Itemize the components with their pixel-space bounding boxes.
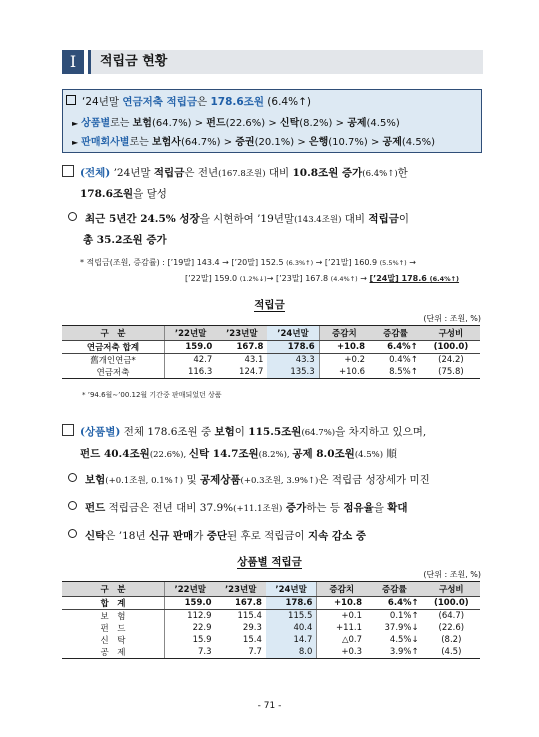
paragraph-text: (22.6%),: [149, 450, 189, 460]
paragraph-text: 은 ’18년: [105, 530, 149, 542]
arrow-bullet-icon: ►: [72, 119, 79, 128]
paragraph-text: 적립금은 전년 대비 37.9%: [105, 502, 234, 514]
sub-point-growth: [68, 211, 409, 226]
circle-bullet-icon: [68, 212, 77, 221]
table-cell: 43.1: [244, 355, 264, 365]
paragraph-text: 중단: [206, 530, 227, 542]
table-header-cell: ’23년말: [216, 326, 267, 341]
paragraph-text: 하는 등: [306, 502, 344, 514]
table-row: [62, 622, 480, 634]
summary-text: 178.6조원: [210, 96, 264, 108]
table-cell: +11.1: [317, 622, 366, 634]
sub-point-growth-line2: 총 35.2조원 증가: [83, 234, 167, 246]
arrow-bullet-icon: ►: [72, 138, 79, 147]
table-cell: (64.7): [438, 611, 465, 621]
paragraph-text: 된 후로 적립금이: [226, 530, 308, 542]
table-cell: 15.4: [242, 635, 262, 645]
paragraph-text: 을 달성: [133, 188, 167, 200]
circle-bullet-icon: [68, 501, 77, 510]
summary-text: (20.1%) >: [254, 137, 309, 148]
summary-text: 보험: [132, 118, 152, 129]
paragraph-text: 順: [383, 448, 397, 460]
table-cell: 공 제: [62, 646, 165, 659]
paragraph-text: 지속 감소 중: [308, 530, 367, 542]
table-cell: 보 험: [100, 612, 126, 622]
summary-text: (4.5%): [401, 137, 436, 148]
paragraph-by-product: [62, 424, 426, 439]
summary-text: ‘24년말: [82, 96, 123, 108]
paragraph-text: 적립금: [368, 213, 399, 225]
table-cell: 펀 드: [100, 624, 126, 634]
note-text: → [’21말] 160.9: [313, 258, 380, 267]
table-title-text: 상품별 적립금: [237, 556, 302, 568]
paragraph-text: ’24년말: [110, 167, 154, 179]
table-cell: 115.4: [237, 611, 262, 621]
summary-text: 공제: [347, 118, 367, 129]
summary-line-2: [72, 114, 400, 129]
table-cell: 8.0: [266, 646, 317, 659]
paragraph-text: 178.6조원: [80, 188, 134, 200]
table-cell: 159.0: [165, 597, 216, 610]
table-header-cell: ’24년말: [267, 326, 319, 341]
table-cell: 42.7: [165, 354, 217, 367]
paragraph-text: 보험: [214, 426, 235, 438]
paragraph-text: 은 적립금 성장세가 미진: [318, 474, 430, 486]
paragraph-text: 한: [397, 167, 408, 179]
paragraph-text: 증가: [282, 502, 307, 514]
paragraph-text: 이: [234, 426, 249, 438]
checkbox-square-icon: [62, 424, 74, 436]
table-cell: (22.6): [438, 623, 465, 633]
table-row: [62, 597, 480, 610]
table-header-cell: 증감치: [317, 582, 366, 597]
table-cell: +10.8: [317, 597, 366, 610]
table-cell: 6.4%↑: [366, 597, 423, 610]
paragraph-text: 전체 178.6조원 중: [120, 426, 215, 438]
table-cell: (8.2): [441, 635, 462, 645]
table-cell: 135.3: [267, 366, 319, 379]
footnote-history-line2: [185, 273, 459, 284]
summary-text: 연금저축 적립금: [122, 96, 197, 108]
note-text: → [’23말] 167.8: [266, 274, 331, 283]
table-cell: 178.6: [266, 597, 317, 610]
table-cell: (100.0): [422, 341, 480, 354]
table-row: [62, 341, 480, 354]
summary-text: 펀드: [206, 118, 226, 129]
table-cell: 7.7: [216, 646, 266, 659]
table-header-row: [62, 326, 480, 341]
paragraph-text: 은 전년: [184, 167, 219, 179]
table-cell: 167.8: [216, 597, 266, 610]
section-title: 적립금 현황: [100, 54, 168, 69]
table-cell: 159.0: [165, 341, 217, 354]
table-cell: 14.7: [266, 634, 317, 646]
paragraph-by-product-line2: [80, 446, 397, 461]
category-tag: (상품별): [80, 426, 121, 438]
note-text: (5.5%↑): [379, 259, 407, 267]
table-cell: 116.3: [165, 366, 217, 379]
table-header-cell: 증감률: [369, 326, 422, 341]
summary-text: (6.4%↑): [263, 96, 311, 108]
summary-text: 판매회사별: [81, 137, 130, 148]
paragraph-text: (167.8조원): [218, 169, 266, 179]
paragraph-text: 펀드 40.4조원: [80, 448, 150, 460]
summary-text: (22.6%) >: [225, 118, 280, 129]
paragraph-total: [62, 165, 408, 180]
paragraph-text: (+11.1조원): [233, 504, 283, 514]
table-cell: 3.9%↑: [366, 646, 423, 659]
note-text: (6.4%↑): [429, 275, 460, 283]
table2-unit: (단위 : 조원, %): [423, 570, 481, 579]
table-cell: +0.1: [317, 610, 366, 623]
table-cell: 15.9: [165, 634, 216, 646]
note-text: * 적립금(조원, 증감률) : [’19말] 143.4 → [’20말] 152.5: [80, 258, 287, 267]
paragraph-text: (64.7%): [301, 428, 336, 438]
paragraph-text: 적립금: [153, 167, 185, 179]
summary-text: 은행: [308, 137, 329, 148]
paragraph-text: 신규 판매: [148, 530, 194, 542]
table-row: [62, 610, 480, 623]
table-row: [62, 634, 480, 646]
table-header-cell: 구 분: [62, 582, 165, 597]
footnote-history-line1: [80, 257, 416, 268]
table-cell: 112.9: [165, 610, 216, 623]
note-text: (4.4%↑): [330, 275, 358, 283]
paragraph-text: 을 차지하고 있으며,: [335, 426, 427, 438]
table1-footnote: * ’94.6월∼’00.12월 기간중 판매되었던 상품: [82, 391, 222, 399]
summary-text: 은: [196, 96, 211, 108]
summary-line-1: [66, 94, 311, 109]
table-cell: +10.6: [319, 366, 369, 379]
table-cell: 8.5%↑: [369, 366, 422, 379]
summary-text: 상품별: [81, 118, 111, 129]
paragraph-text: 가: [193, 530, 207, 542]
table-header-cell: 증감률: [366, 582, 423, 597]
table-cell: +0.3: [317, 646, 366, 659]
paragraph-text: (8.2%),: [258, 450, 293, 460]
table-cell: 7.3: [165, 646, 216, 659]
table-cell: 43.3: [267, 354, 319, 367]
summary-text: 보험사: [151, 137, 181, 148]
table-cell: △0.7: [317, 634, 366, 646]
table-header-cell: 구성비: [422, 326, 480, 341]
paragraph-text: 신탁 14.7조원: [188, 448, 259, 460]
table-cell: 167.8: [216, 341, 267, 354]
paragraph-text: 점유율: [343, 502, 374, 514]
summary-text: 증권: [235, 137, 255, 148]
table2: [62, 581, 480, 659]
table-header-cell: 증감치: [319, 326, 369, 341]
paragraph-text: 펀드: [85, 502, 106, 514]
table-header-cell: ’22년말: [165, 582, 216, 597]
note-text: [’24말] 178.6: [369, 274, 430, 283]
table-cell: 6.4%↑: [369, 341, 422, 354]
paragraph-text: (+0.1조원, 0.1%↑): [105, 476, 184, 486]
section-number: Ⅰ: [62, 50, 84, 74]
table-cell: +10.8: [319, 341, 369, 354]
table-cell: 37.9%↓: [384, 623, 419, 633]
paragraph-text: (+0.3조원, 3.9%↑): [240, 476, 319, 486]
table-row: [62, 354, 480, 367]
table-row: [62, 366, 480, 379]
table-cell: 0.1%↑: [389, 611, 419, 621]
table-cell: 연금저축: [62, 366, 165, 379]
paragraph-text: 최근 5년간 24.5% 성장: [85, 213, 200, 225]
paragraph-total-line2: [80, 186, 167, 201]
table-cell: 40.4: [266, 622, 317, 634]
note-text: (1.2%↓): [239, 275, 267, 283]
table-cell: 115.5: [266, 610, 317, 623]
table1-title: [0, 297, 539, 312]
table-cell: 22.9: [165, 622, 216, 634]
table-row: [62, 646, 480, 659]
paragraph-text: 을 시현하여 ’19년말: [199, 213, 295, 225]
summary-text: 공제: [382, 137, 402, 148]
summary-text: 로는: [110, 118, 133, 129]
table-cell: 0.4%↑: [389, 355, 418, 365]
table1: [62, 325, 480, 379]
sub-point-insurance: [68, 472, 430, 487]
summary-text: (8.2%) >: [299, 118, 348, 129]
paragraph-text: 이: [398, 213, 410, 225]
sub-point-trust: [68, 528, 366, 543]
table-cell: (4.5): [423, 646, 480, 659]
table-cell: (24.2): [438, 355, 464, 365]
table-cell: +0.2: [319, 354, 369, 367]
paragraph-text: 공제 8.0조원: [292, 448, 355, 460]
checkbox-square-icon: [62, 165, 74, 177]
table-header-cell: 구 분: [62, 326, 165, 341]
table-header-cell: ’23년말: [216, 582, 266, 597]
table-cell: 178.6: [267, 341, 319, 354]
table-cell: (75.8): [422, 366, 480, 379]
summary-text: 로는: [129, 137, 152, 148]
page-number: - 71 -: [257, 701, 282, 711]
table-cell: 신 탁: [100, 636, 126, 646]
table-header-row: [62, 582, 480, 597]
table-cell: (100.0): [423, 597, 480, 610]
note-text: →: [406, 258, 416, 267]
table-cell: 舊개인연금*: [90, 356, 136, 366]
table-cell: 29.3: [242, 623, 262, 633]
sub-point-fund: [68, 500, 408, 515]
note-text: →: [357, 274, 370, 283]
note-text: (6.3%↑): [286, 259, 314, 267]
paragraph-text: 및: [183, 474, 200, 486]
paragraph-text: 신탁: [85, 530, 106, 542]
checkbox-square-icon: [66, 95, 76, 105]
summary-text: (10.7%) >: [328, 137, 383, 148]
circle-bullet-icon: [68, 473, 77, 482]
table-title-text: 적립금: [254, 299, 285, 311]
paragraph-text: 대비: [265, 167, 293, 179]
summary-line-3: [72, 133, 435, 148]
paragraph-text: 대비: [341, 213, 369, 225]
paragraph-text: 보험: [85, 474, 106, 486]
table2-title: [0, 554, 539, 569]
summary-text: 신탁: [279, 118, 300, 129]
table-cell: 연금저축 합계: [62, 341, 165, 354]
table1-unit: (단위 : 조원, %): [423, 314, 481, 323]
paragraph-text: 115.5조원: [248, 426, 302, 438]
paragraph-text: 확대: [387, 502, 408, 514]
paragraph-text: (4.5%): [354, 450, 384, 460]
table-header-cell: ’24년말: [266, 582, 317, 597]
table-header-cell: ’22년말: [165, 326, 217, 341]
table-header-cell: 구성비: [423, 582, 480, 597]
paragraph-text: 을: [373, 502, 388, 514]
summary-text: (64.7%) >: [180, 137, 236, 148]
note-text: [’22말] 159.0: [185, 274, 240, 283]
table-cell: 124.7: [216, 366, 267, 379]
table-cell: 4.5%↓: [389, 635, 419, 645]
category-tag: (전체): [80, 167, 111, 179]
circle-bullet-icon: [68, 529, 77, 538]
paragraph-text: 공제상품: [199, 474, 241, 486]
summary-text: (4.5%): [366, 118, 400, 129]
paragraph-text: (6.4%↑): [362, 169, 398, 179]
paragraph-text: (143.4조원): [294, 215, 342, 225]
table-cell: 합 계: [62, 597, 165, 610]
summary-text: (64.7%) >: [151, 118, 207, 129]
paragraph-text: 10.8조원 증가: [292, 167, 363, 179]
